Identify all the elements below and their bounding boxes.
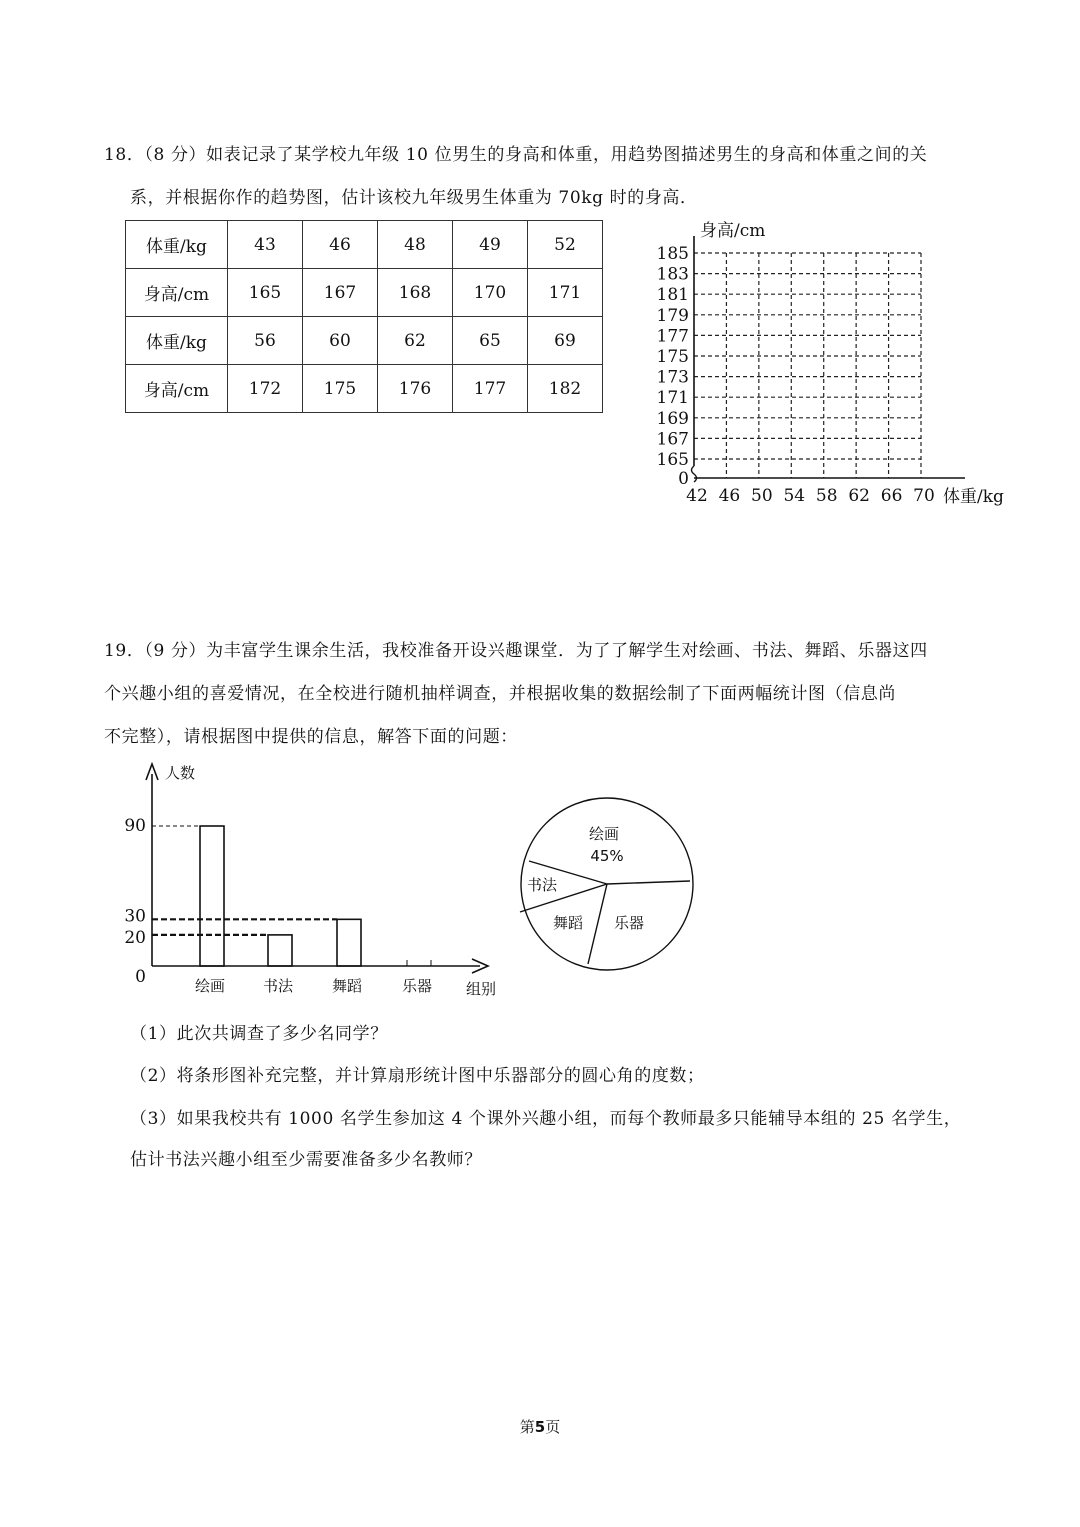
q19-sub-2: （2）将条形图补充完整，并计算扇形统计图中乐器部分的圆心角的度数；: [130, 1066, 705, 1086]
table-cell: 52: [528, 221, 603, 269]
y-tick-label: 177: [656, 326, 689, 347]
q19-line-3: 不完整），请根据图中提供的信息，解答下面的问题：: [104, 727, 518, 747]
y-axis-label: 人数: [165, 764, 196, 782]
x-axis-label: 体重/kg: [943, 487, 1004, 507]
y-tick-label: 175: [656, 347, 689, 367]
table-cell: 48: [378, 221, 453, 269]
table-cell: 165: [228, 269, 303, 317]
table-cell: 46: [303, 221, 378, 269]
table-cell: 65: [453, 317, 528, 365]
row-label: 体重/kg: [126, 221, 228, 269]
table-cell: 168: [378, 269, 453, 317]
pie-divider: [607, 881, 690, 884]
table-cell: 172: [228, 365, 303, 413]
table-cell: 56: [228, 317, 303, 365]
x-tick-label: 乐器: [401, 977, 433, 995]
pie-label: 书法: [526, 876, 558, 894]
y-tick-label: 30: [124, 906, 146, 927]
y-tick-label: 171: [656, 388, 689, 409]
table-cell: 182: [528, 365, 603, 413]
row-label: 身高/cm: [126, 365, 228, 413]
y-tick-label: 173: [656, 367, 689, 388]
table-cell: 170: [453, 269, 528, 317]
x-tick-label: 54: [783, 486, 806, 506]
x-tick-label: 书法: [262, 977, 294, 995]
q18-line-1: 18．（8 分）如表记录了某学校九年级 10 位男生的身高和体重，用趋势图描述男生的身高和体重之间的关: [104, 145, 928, 165]
q19-sub-3b: 估计书法兴趣小组至少需要准备多少名教师？: [130, 1150, 482, 1170]
pie-percent-label: 45%: [590, 847, 624, 865]
y-tick-label: 167: [656, 429, 689, 450]
y-tick-label: 20: [124, 927, 146, 948]
x-tick-label: 66: [880, 486, 903, 506]
table-cell: 49: [453, 221, 528, 269]
q19-sub-1: （1）此次共调查了多少名同学？: [130, 1024, 388, 1044]
table-cell: 167: [303, 269, 378, 317]
x-tick-label: 舞蹈: [331, 977, 363, 995]
y-tick-label: 169: [656, 408, 689, 429]
x-tick-label: 58: [815, 486, 838, 506]
x-tick-label: 绘画: [194, 977, 226, 995]
table-cell: 175: [303, 365, 378, 413]
pie-label: 绘画: [588, 825, 620, 843]
y-tick-label: 185: [656, 244, 689, 264]
q19-line-1: 19．（9 分）为丰富学生课余生活，我校准备开设兴趣课堂．为了了解学生对绘画、书法、舞蹈、乐器这四: [104, 641, 928, 661]
y-tick-label: 0: [678, 469, 689, 489]
y-axis-label: 身高/cm: [700, 221, 766, 241]
x-tick-label: 62: [848, 486, 870, 506]
table-cell: 62: [378, 317, 453, 365]
y-tick-label: 0: [135, 967, 146, 987]
y-tick-label: 90: [124, 816, 146, 836]
x-tick-label: 46: [718, 486, 741, 506]
table-cell: 69: [528, 317, 603, 365]
page-number: 第5页: [519, 1418, 561, 1436]
x-tick-label: 42: [686, 486, 708, 506]
y-tick-label: 179: [656, 305, 689, 326]
q19-sub-3a: （3）如果我校共有 1000 名学生参加这 4 个课外兴趣小组，而每个教师最多只能辅导本组的 25 名学生，: [130, 1109, 962, 1129]
table-cell: 60: [303, 317, 378, 365]
y-tick-label: 183: [656, 264, 689, 285]
row-label: 身高/cm: [126, 269, 228, 317]
pie-label: 舞蹈: [552, 914, 584, 932]
table-cell: 171: [528, 269, 603, 317]
pie-label: 乐器: [613, 914, 645, 932]
pie-divider: [588, 884, 607, 964]
row-label: 体重/kg: [126, 317, 228, 365]
q18-line-2: 系，并根据你作的趋势图，估计该校九年级男生体重为 70kg 时的身高．: [130, 188, 698, 208]
table-cell: 176: [378, 365, 453, 413]
y-tick-label: 165: [656, 450, 689, 470]
x-tick-label: 50: [751, 486, 773, 506]
q19-line-2: 个兴趣小组的喜爱情况，在全校进行随机抽样调查，并根据收集的数据绘制了下面两幅统计图（信息尚: [104, 684, 896, 704]
table-cell: 43: [228, 221, 303, 269]
x-axis-label: 组别: [466, 980, 497, 998]
y-tick-label: 181: [656, 285, 689, 306]
x-tick-label: 70: [913, 486, 935, 506]
table-cell: 177: [453, 365, 528, 413]
